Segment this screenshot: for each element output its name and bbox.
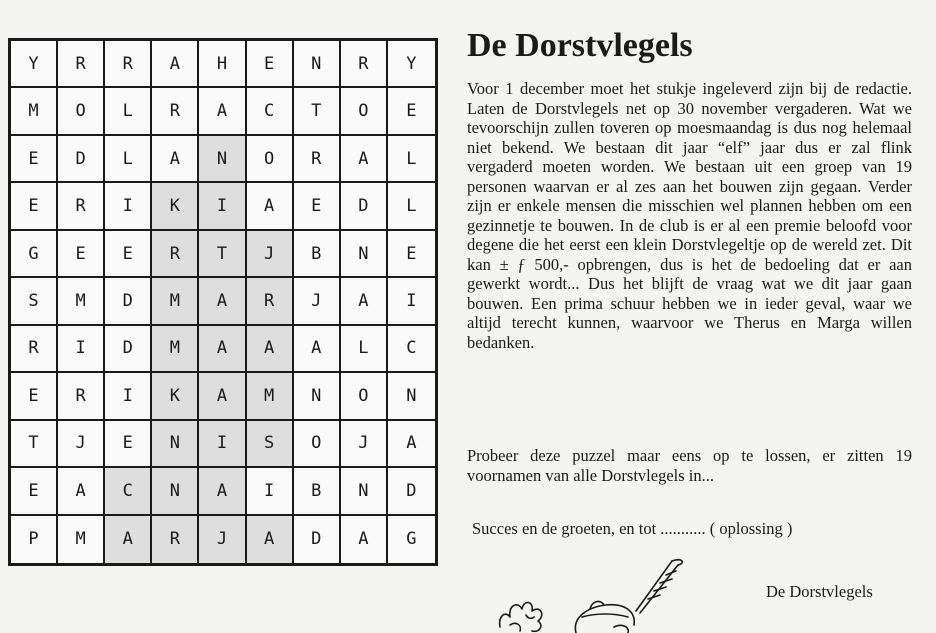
grid-cell: E bbox=[388, 231, 435, 278]
grid-cell: T bbox=[294, 88, 341, 135]
grid-cell: E bbox=[11, 136, 58, 183]
puzzle-intro: Probeer deze puzzel maar eens op te lossen, er zitten 19 voornamen van alle Dorstvlegels in... bbox=[467, 446, 912, 485]
grid-cell: L bbox=[341, 326, 388, 373]
grid-cell: K bbox=[152, 183, 199, 230]
grid-cell: A bbox=[388, 421, 435, 468]
grid-cell: R bbox=[152, 231, 199, 278]
grid-cell: T bbox=[199, 231, 246, 278]
grid-cell: R bbox=[341, 41, 388, 88]
grid-cell: E bbox=[58, 231, 105, 278]
article-title: De Dorstvlegels bbox=[467, 27, 693, 64]
grid-cell: E bbox=[105, 421, 152, 468]
sketch-illustration bbox=[496, 555, 696, 633]
grid-cell: I bbox=[105, 183, 152, 230]
grid-cell: N bbox=[294, 41, 341, 88]
grid-cell: D bbox=[105, 278, 152, 325]
grid-cell: S bbox=[11, 278, 58, 325]
grid-cell: I bbox=[199, 183, 246, 230]
grid-cell: N bbox=[152, 468, 199, 515]
grid-cell: A bbox=[247, 183, 294, 230]
grid-cell: D bbox=[388, 468, 435, 515]
grid-cell: E bbox=[294, 183, 341, 230]
grid-cell: J bbox=[58, 421, 105, 468]
grid-cell: A bbox=[199, 373, 246, 420]
grid-cell: A bbox=[152, 41, 199, 88]
grid-cell: G bbox=[406, 529, 417, 550]
grid-cell: N bbox=[388, 373, 435, 420]
grid-cell: A bbox=[199, 88, 246, 135]
grid-cell: Y bbox=[11, 41, 58, 88]
grid-cell: E bbox=[11, 468, 58, 515]
grid-cell: N bbox=[294, 373, 341, 420]
grid-cell: O bbox=[341, 88, 388, 135]
grid-cell: H bbox=[199, 41, 246, 88]
closing-line: Succes en de groeten, en tot ........... ( oplossing ) bbox=[472, 519, 793, 538]
grid-cell: A bbox=[199, 278, 246, 325]
grid-cell: I bbox=[199, 421, 246, 468]
grid-cell: I bbox=[388, 278, 435, 325]
grid-cell: E bbox=[105, 231, 152, 278]
grid-cell: O bbox=[294, 421, 341, 468]
grid-cell: I bbox=[247, 468, 294, 515]
grid-cell: A bbox=[341, 278, 388, 325]
grid-cell: A bbox=[247, 516, 294, 563]
grid-cell: E bbox=[11, 183, 58, 230]
grid-cell: O bbox=[247, 136, 294, 183]
grid-cell: J bbox=[247, 231, 294, 278]
grid-cell: R bbox=[294, 136, 341, 183]
grid-cell: L bbox=[105, 88, 152, 135]
grid-cell: G bbox=[11, 231, 58, 278]
word-search-grid bbox=[8, 38, 438, 566]
grid-cell: D bbox=[294, 516, 341, 563]
grid-cell: E bbox=[11, 373, 58, 420]
grid-cell: A bbox=[58, 468, 105, 515]
grid-cell: M bbox=[152, 278, 199, 325]
grid-cell: A bbox=[341, 136, 388, 183]
grid-cell: R bbox=[58, 41, 105, 88]
grid-cell: T bbox=[11, 421, 58, 468]
grid-cell: E bbox=[247, 41, 294, 88]
grid-cell: A bbox=[105, 516, 152, 563]
grid-cell: R bbox=[105, 41, 152, 88]
grid-cell: E bbox=[388, 88, 435, 135]
grid-cell: B bbox=[294, 468, 341, 515]
grid-cell: J bbox=[199, 516, 246, 563]
grid-cell: R bbox=[58, 373, 105, 420]
grid-cell: R bbox=[58, 183, 105, 230]
grid-cell: M bbox=[247, 373, 294, 420]
grid-cell: R bbox=[11, 326, 58, 373]
grid-cell: A bbox=[152, 136, 199, 183]
grid-cell: R bbox=[152, 88, 199, 135]
grid-cell: C bbox=[105, 468, 152, 515]
grid-cell: O bbox=[58, 88, 105, 135]
grid-cell: M bbox=[11, 88, 58, 135]
grid-cell: C bbox=[247, 88, 294, 135]
grid-cell: B bbox=[294, 231, 341, 278]
grid-cell: A bbox=[294, 326, 341, 373]
grid-cell: Y bbox=[388, 41, 435, 88]
grid-cell: R bbox=[247, 278, 294, 325]
grid-cell: N bbox=[199, 136, 246, 183]
signature: De Dorstvlegels bbox=[766, 582, 873, 601]
grid-cell: S bbox=[247, 421, 294, 468]
grid-cell: C bbox=[388, 326, 435, 373]
grid-cell: I bbox=[105, 373, 152, 420]
grid-cell: O bbox=[341, 373, 388, 420]
grid-cell: A bbox=[199, 326, 246, 373]
grid-cell: M bbox=[58, 278, 105, 325]
grid-cell: L bbox=[388, 136, 435, 183]
grid-cell: K bbox=[152, 373, 199, 420]
grid-cell: N bbox=[341, 231, 388, 278]
grid-cell: L bbox=[388, 183, 435, 230]
grid-cell: I bbox=[58, 326, 105, 373]
grid-cell: L bbox=[105, 136, 152, 183]
grid-cell: D bbox=[58, 136, 105, 183]
grid-cell: N bbox=[341, 468, 388, 515]
grid-cell: D bbox=[105, 326, 152, 373]
article-body: Voor 1 december moet het stukje ingeleverd zijn bij de redactie. Laten de Dorstvlegels net op 30 november vergaderen. Wat we tevoorschijn zullen toveren op moesmaandag is dus nog helemaal niet bekend. We bestaan dit jaar “elf” jaar dus er zal flink vergaderd moeten worden. We bestaan uit een groep van 19 personen waarvan er al zes aan het bouwen zijn gegaan. Verder zijn er enkele mensen die misschien wel plannen hebben om een gezinnetje te bouwen. In de club is er al een premie beloofd voor degene die het eerst een klein Dorstvlegeltje op de wereld zet. Dit kan ± ƒ 500,- opbrengen, dus is het de bedoeling dat er aan gewerkt wordt... Dus het blijft de vraag wat we dit jaar gaan bouwen. Een prima schuur hebben we in ieder geval, waar we altijd terecht kunnen, waarvoor we Therus en Marga willen bedanken. bbox=[467, 79, 912, 352]
grid-cell: A bbox=[199, 468, 246, 515]
grid-cell: M bbox=[58, 516, 105, 563]
grid-cell: D bbox=[341, 183, 388, 230]
grid-cell: R bbox=[152, 516, 199, 563]
grid-cell: P bbox=[11, 516, 58, 563]
grid-cell: N bbox=[152, 421, 199, 468]
grid-cell: J bbox=[294, 278, 341, 325]
grid-cell: M bbox=[152, 326, 199, 373]
grid-cell: J bbox=[341, 421, 388, 468]
grid-cell: A bbox=[247, 326, 294, 373]
grid-cell: A bbox=[341, 516, 388, 563]
